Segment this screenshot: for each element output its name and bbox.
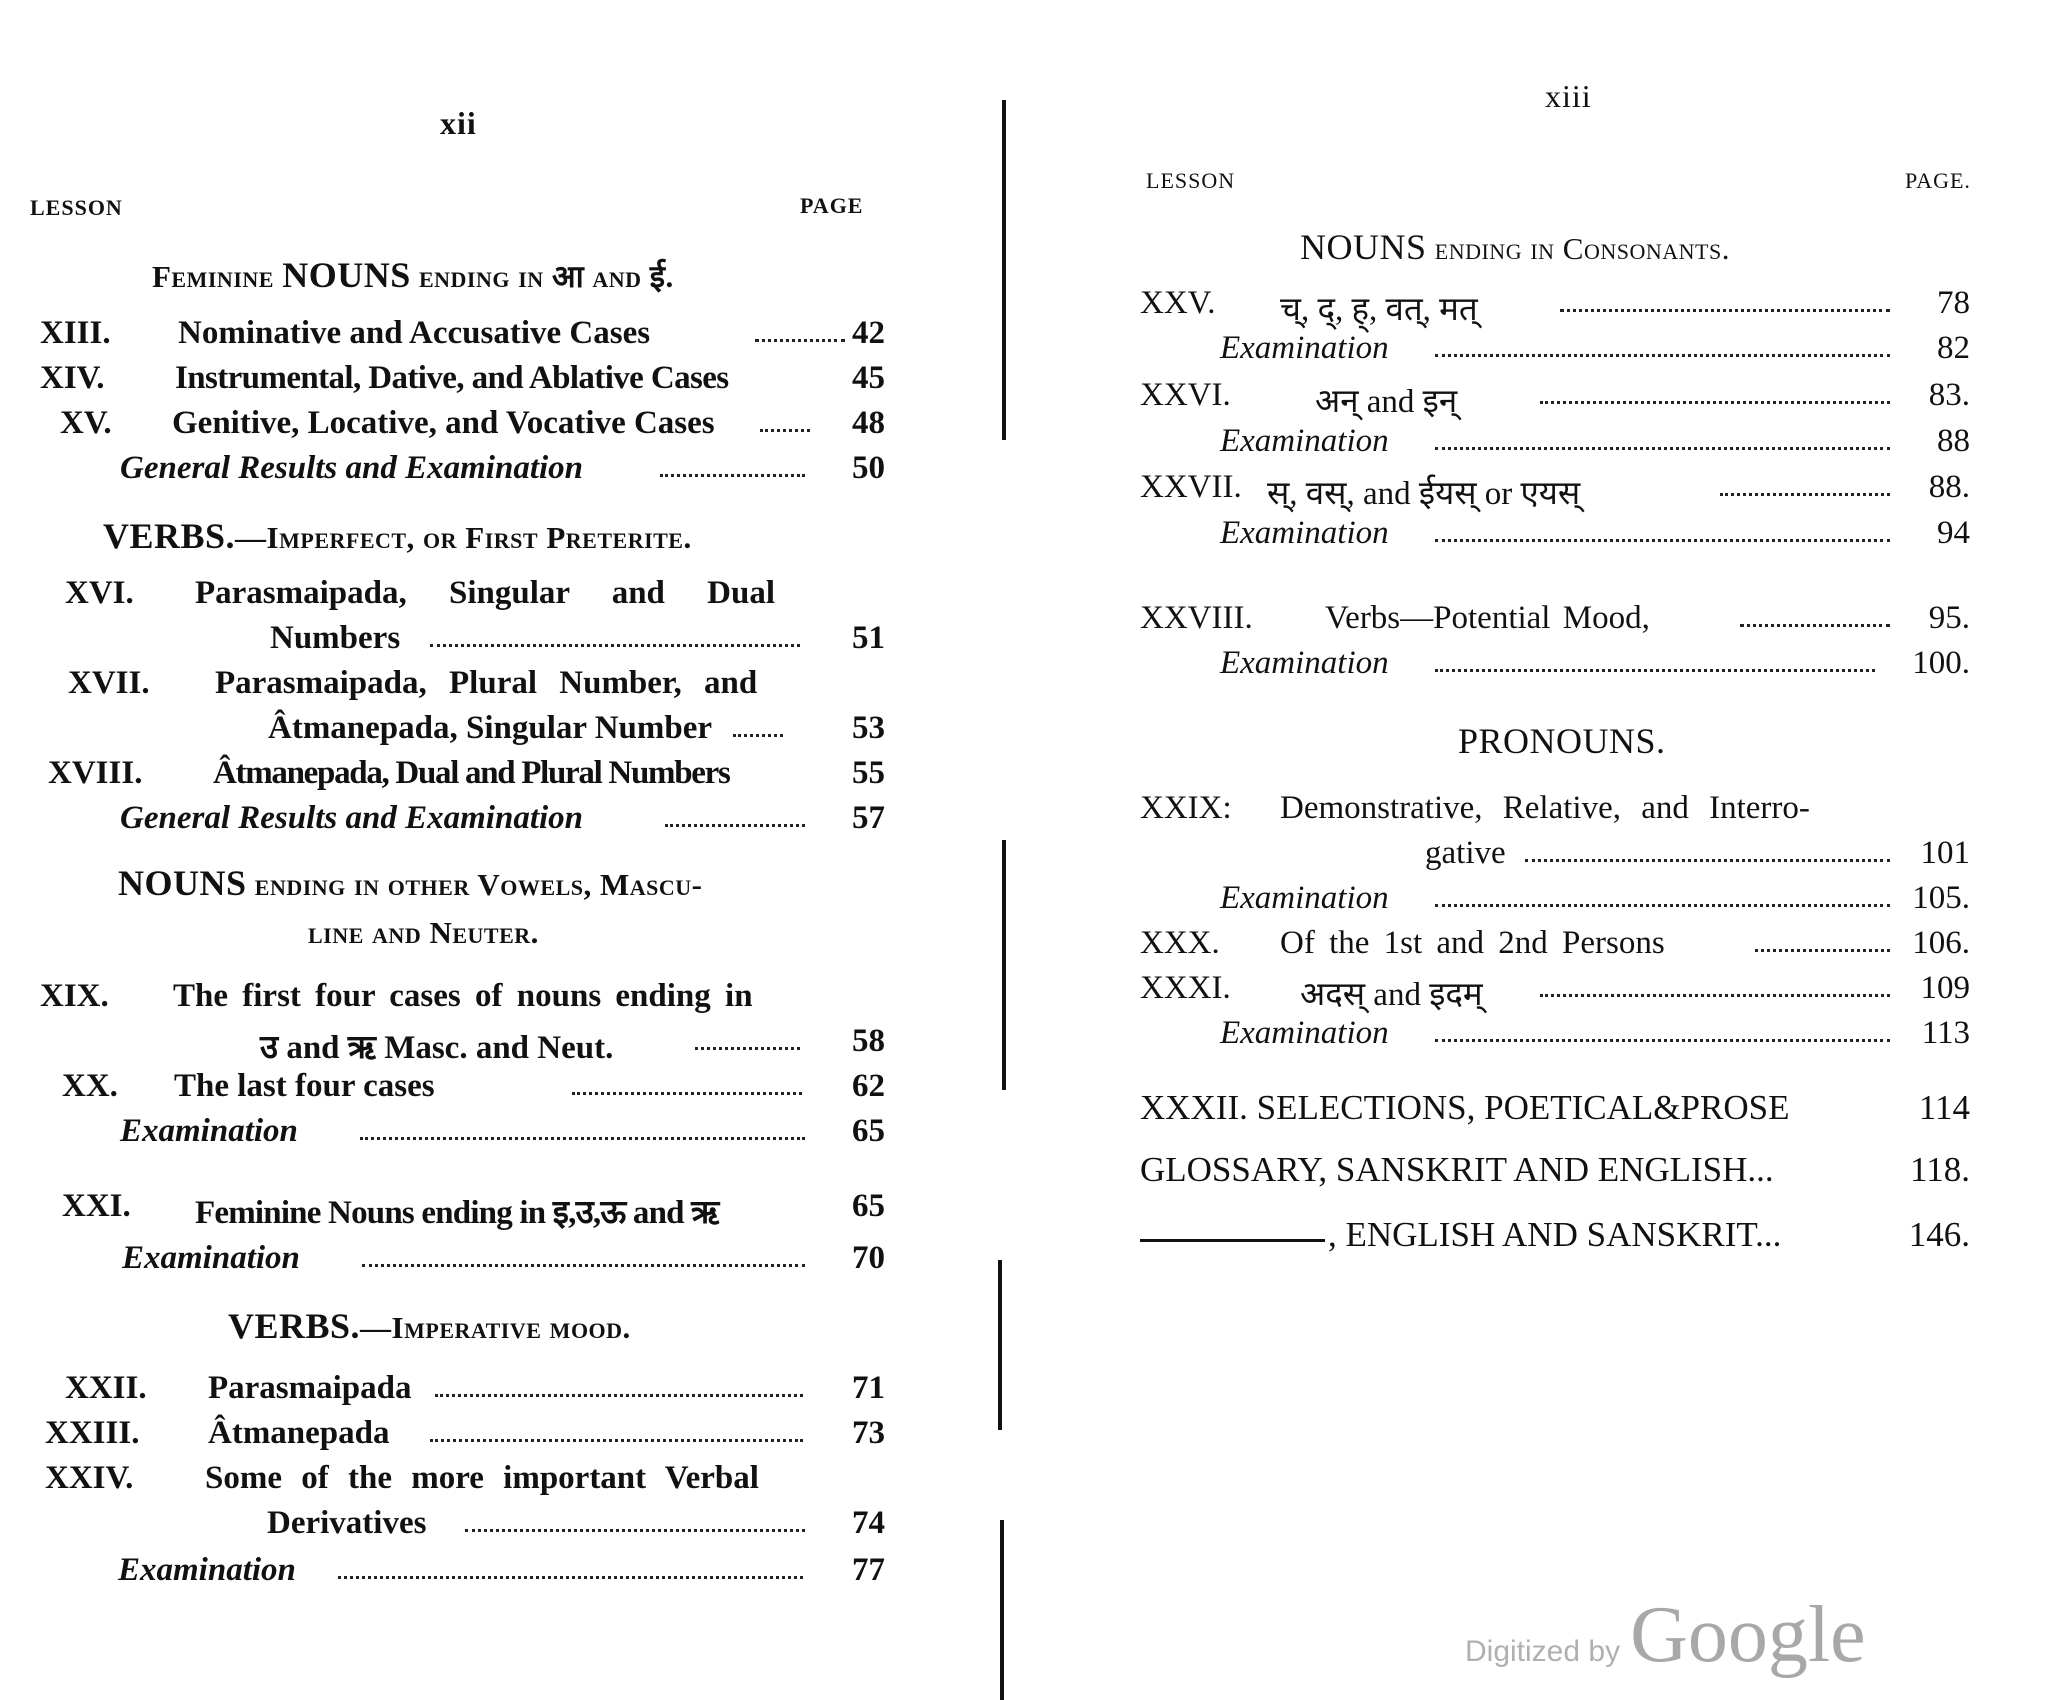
- page-gutter: [990, 20, 1020, 1700]
- toc-row: Examination 82: [1220, 330, 1970, 366]
- page-number: xii: [440, 105, 477, 141]
- page-number: xiii: [1545, 78, 1592, 114]
- section-heading-verbs-imperative: VERBS.—Imperative mood.: [228, 1306, 631, 1346]
- toc-row: Examination 88: [1220, 423, 1970, 459]
- toc-row-selections: XXXII. SELECTIONS, POETICAL&PROSE 114: [1140, 1088, 1970, 1127]
- toc-row: XXX. Of the 1st and 2nd Persons 106.: [1140, 925, 1970, 961]
- toc-row: XXIII. Âtmanepada 73: [45, 1415, 885, 1451]
- toc-row: XXII. Parasmaipada 71: [65, 1370, 885, 1406]
- section-heading-feminine-nouns: Feminine NOUNS ending in आ and ई.: [152, 255, 674, 295]
- lesson-column-header: LESSON: [30, 195, 123, 220]
- page-column-header: PAGE: [800, 193, 864, 218]
- right-page: [1100, 0, 2048, 1699]
- toc-row: Âtmanepada, Singular Number 53: [268, 710, 885, 746]
- page-column-header: PAGE.: [1905, 168, 1971, 193]
- toc-row-glossary-sanskrit-english: GLOSSARY, SANSKRIT AND ENGLISH... 118.: [1140, 1150, 1970, 1189]
- toc-row: Derivatives 74: [267, 1505, 885, 1541]
- toc-row: XXVI. अन् and इन् 83.: [1140, 377, 1970, 420]
- ditto-rule: [1140, 1239, 1325, 1242]
- toc-row: XIV. Instrumental, Dative, and Ablative Cases 45: [40, 360, 885, 396]
- toc-row: Examination 113: [1220, 1015, 1970, 1051]
- toc-row-glossary-english-sanskrit: , ENGLISH AND SANSKRIT... 146.: [1140, 1215, 2020, 1259]
- toc-row: Examination 94: [1220, 515, 1970, 551]
- lesson-column-header: LESSON: [1146, 168, 1236, 193]
- toc-row: XXVIII. Verbs—Potential Mood, 95.: [1140, 600, 1970, 636]
- google-logo: Google: [1630, 1591, 1866, 1679]
- toc-row: Examination 100.: [1220, 645, 1970, 681]
- section-heading-verbs-imperfect: VERBS.—Imperfect, or First Preterite.: [103, 516, 692, 556]
- toc-row: General Results and Examination 57: [120, 800, 885, 836]
- left-page: [0, 0, 1000, 1699]
- section-heading-other-vowels-line2: line and Neuter.: [308, 915, 539, 950]
- toc-row: XVIII. Âtmanepada, Dual and Plural Numbers 55: [48, 755, 885, 791]
- toc-row: General Results and Examination 50: [120, 450, 885, 486]
- toc-row: Examination 77: [118, 1552, 885, 1588]
- toc-row: XIII. Nominative and Accusative Cases 42: [40, 315, 885, 351]
- toc-row: gative 101: [1425, 835, 1970, 871]
- digitized-by-google-watermark: Digitized by Google: [1465, 1591, 1866, 1679]
- toc-row: XXIV. Some of the more important Verbal: [45, 1460, 759, 1496]
- toc-row: XX. The last four cases 62: [62, 1068, 885, 1104]
- toc-row: XV. Genitive, Locative, and Vocative Cases 48: [60, 405, 885, 441]
- toc-row: XVI. Parasmaipada, Singular and Dual: [65, 575, 776, 611]
- toc-row: XXVII. स्, वस्, and ईयस् or एयस् 88.: [1140, 469, 1970, 512]
- toc-row: उ and ऋ Masc. and Neut. 58: [260, 1023, 885, 1066]
- toc-row: XVII. Parasmaipada, Plural Number, and: [68, 665, 758, 701]
- toc-row: XXXI. अदस् and इदम् 109: [1140, 970, 1970, 1013]
- section-heading-pronouns: PRONOUNS.: [1458, 721, 1666, 761]
- toc-row: Numbers 51: [270, 620, 885, 656]
- toc-row: Examination 70: [122, 1240, 885, 1276]
- section-heading-other-vowels: NOUNS ending in other Vowels, Mascu-: [118, 863, 703, 903]
- section-heading-consonants: NOUNS ending in Consonants.: [1300, 227, 1730, 267]
- toc-row: Examination 105.: [1220, 880, 1970, 916]
- toc-row: XIX. The first four cases of nouns ending in: [40, 978, 753, 1014]
- toc-row: Examination 65: [120, 1113, 885, 1149]
- toc-row: XXV. च्, द्, ह्, वत्, मत् 78: [1140, 285, 1970, 328]
- toc-row: XXI. Feminine Nouns ending in इ,उ,ऊ and ऋ 65: [62, 1188, 885, 1231]
- toc-row: XXIX: Demonstrative, Relative, and Interro-: [1140, 790, 1810, 826]
